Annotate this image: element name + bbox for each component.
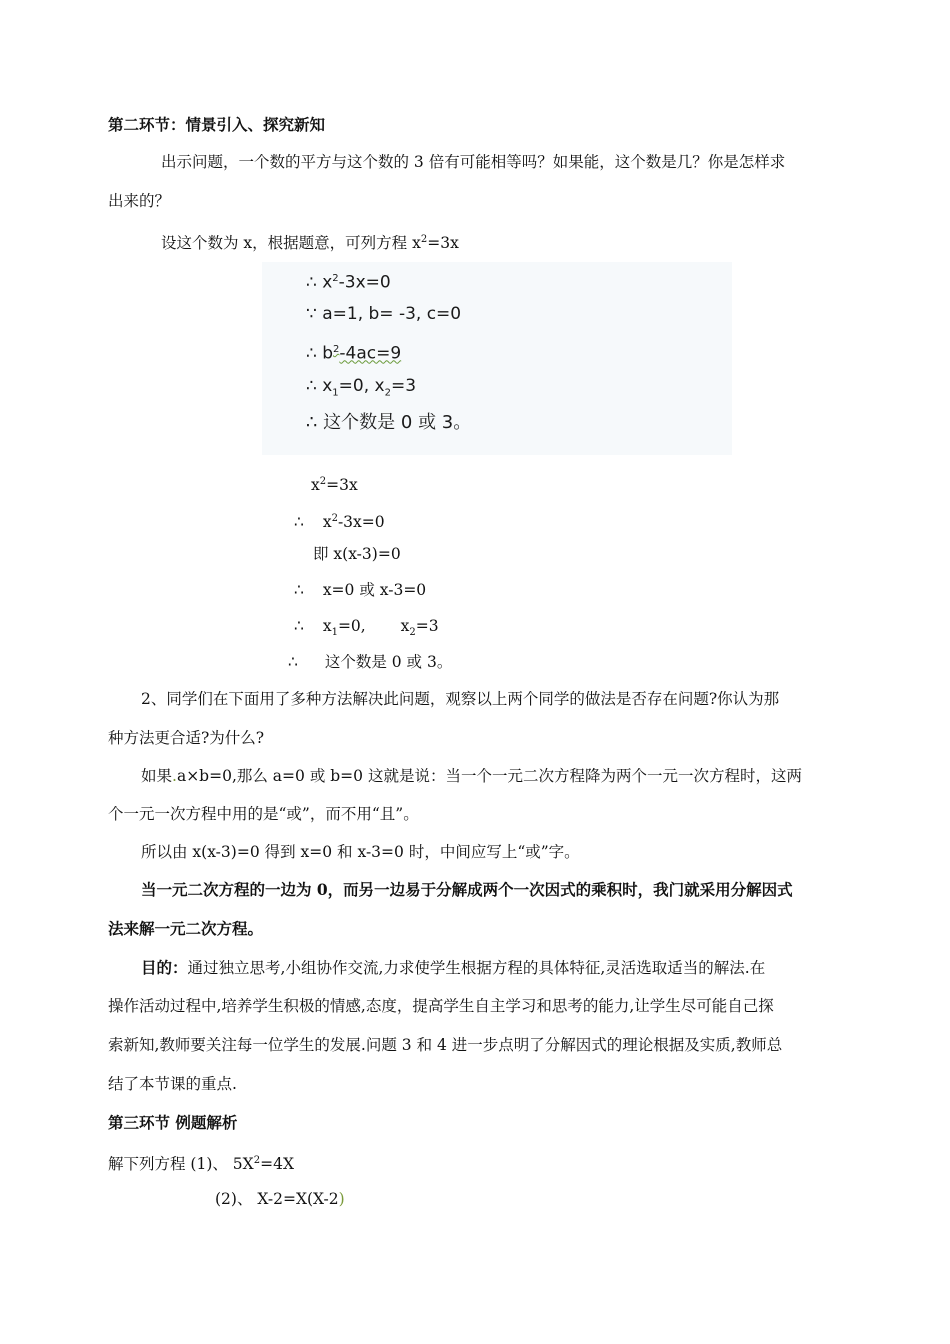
question-line-1: 出示问题，一个数的平方与这个数的 3 倍有可能相等吗？如果能，这个数是几？你是怎样求	[161, 153, 786, 171]
example-1: 解下列方程 (1)、 $5X^2=4X$	[108, 1155, 294, 1174]
section2-heading: 第二环节：情景引入、探究新知	[108, 115, 326, 134]
purpose-line-1: 目的：通过独立思考,小组协作交流,力求使学生根据方程的具体特征,灵活选取适当的解法.在	[141, 958, 766, 977]
image-line-3: ∴ $b^2-4ac=9$	[306, 343, 402, 364]
example-2: (2)、 X-2=X(X-2)	[215, 1190, 345, 1208]
purpose-line-2: 操作活动过程中,培养学生积极的情感,态度，提高学生自主学习和思考的能力,让学生尽可能自己探	[108, 997, 774, 1015]
purpose-line-3: 索新知,教师要关注每一位学生的发展.问题 3 和 4 进一步点明了分解因式的理论根据及实质,教师总	[108, 1036, 783, 1054]
image-line-2: ∵ a=1, b= -3, c=0	[306, 304, 462, 324]
paragraph2-line-1: 2、同学们在下面用了多种方法解决此问题，观察以上两个同学的做法是否存在问题?你认为那	[141, 690, 780, 708]
purpose-line-4: 结了本节课的重点.	[108, 1075, 237, 1093]
method2-line-6: ∴ 这个数是 0 或 3。	[288, 653, 453, 671]
paragraph4: 所以由 x(x-3)=0 得到 x=0 和 x-3=0 时，中间应写上“或”字。	[141, 843, 580, 861]
paragraph3-line-2: 个一元一次方程中用的是“或”，而不用“且”。	[108, 805, 419, 823]
question-line-2: 出来的？	[108, 192, 171, 210]
method2-line-1: $x^2=3x$	[311, 476, 358, 495]
bold-rule-line-1: 当一元二次方程的一边为 0，而另一边易于分解成两个一次因式的乘积时，我门就采用分解因式	[141, 880, 793, 899]
bold-rule-line-2: 法来解一元二次方程。	[108, 919, 264, 938]
solution-image	[262, 262, 732, 455]
image-line-4: ∴ $x_1=0$, $x_2=3$	[306, 376, 417, 399]
image-line-1: ∴ $x^2-3x=0$	[306, 272, 391, 293]
image-line-5: ∴ 这个数是 0 或 3。	[306, 412, 472, 433]
setup-line: 设这个数为 x，根据题意，可列方程 $x^2=3x$	[161, 234, 459, 253]
method2-line-4: ∴ x=0 或 x-3=0	[294, 581, 427, 599]
paragraph2-line-2: 种方法更合适?为什么?	[108, 729, 265, 747]
method2-line-2: ∴ $x^2-3x=0$	[294, 513, 385, 532]
section3-heading: 第三环节 例题解析	[108, 1113, 238, 1132]
paragraph3-line-1: 如果.a×b=0,那么 a=0 或 b=0 这就是说：当一个一元二次方程降为两个一元一次方程时，这两	[141, 767, 802, 785]
method2-line-5: ∴ $x_1=0$, $x_2=3$	[294, 617, 439, 639]
method2-line-3: 即 x(x-3)=0	[313, 545, 401, 563]
